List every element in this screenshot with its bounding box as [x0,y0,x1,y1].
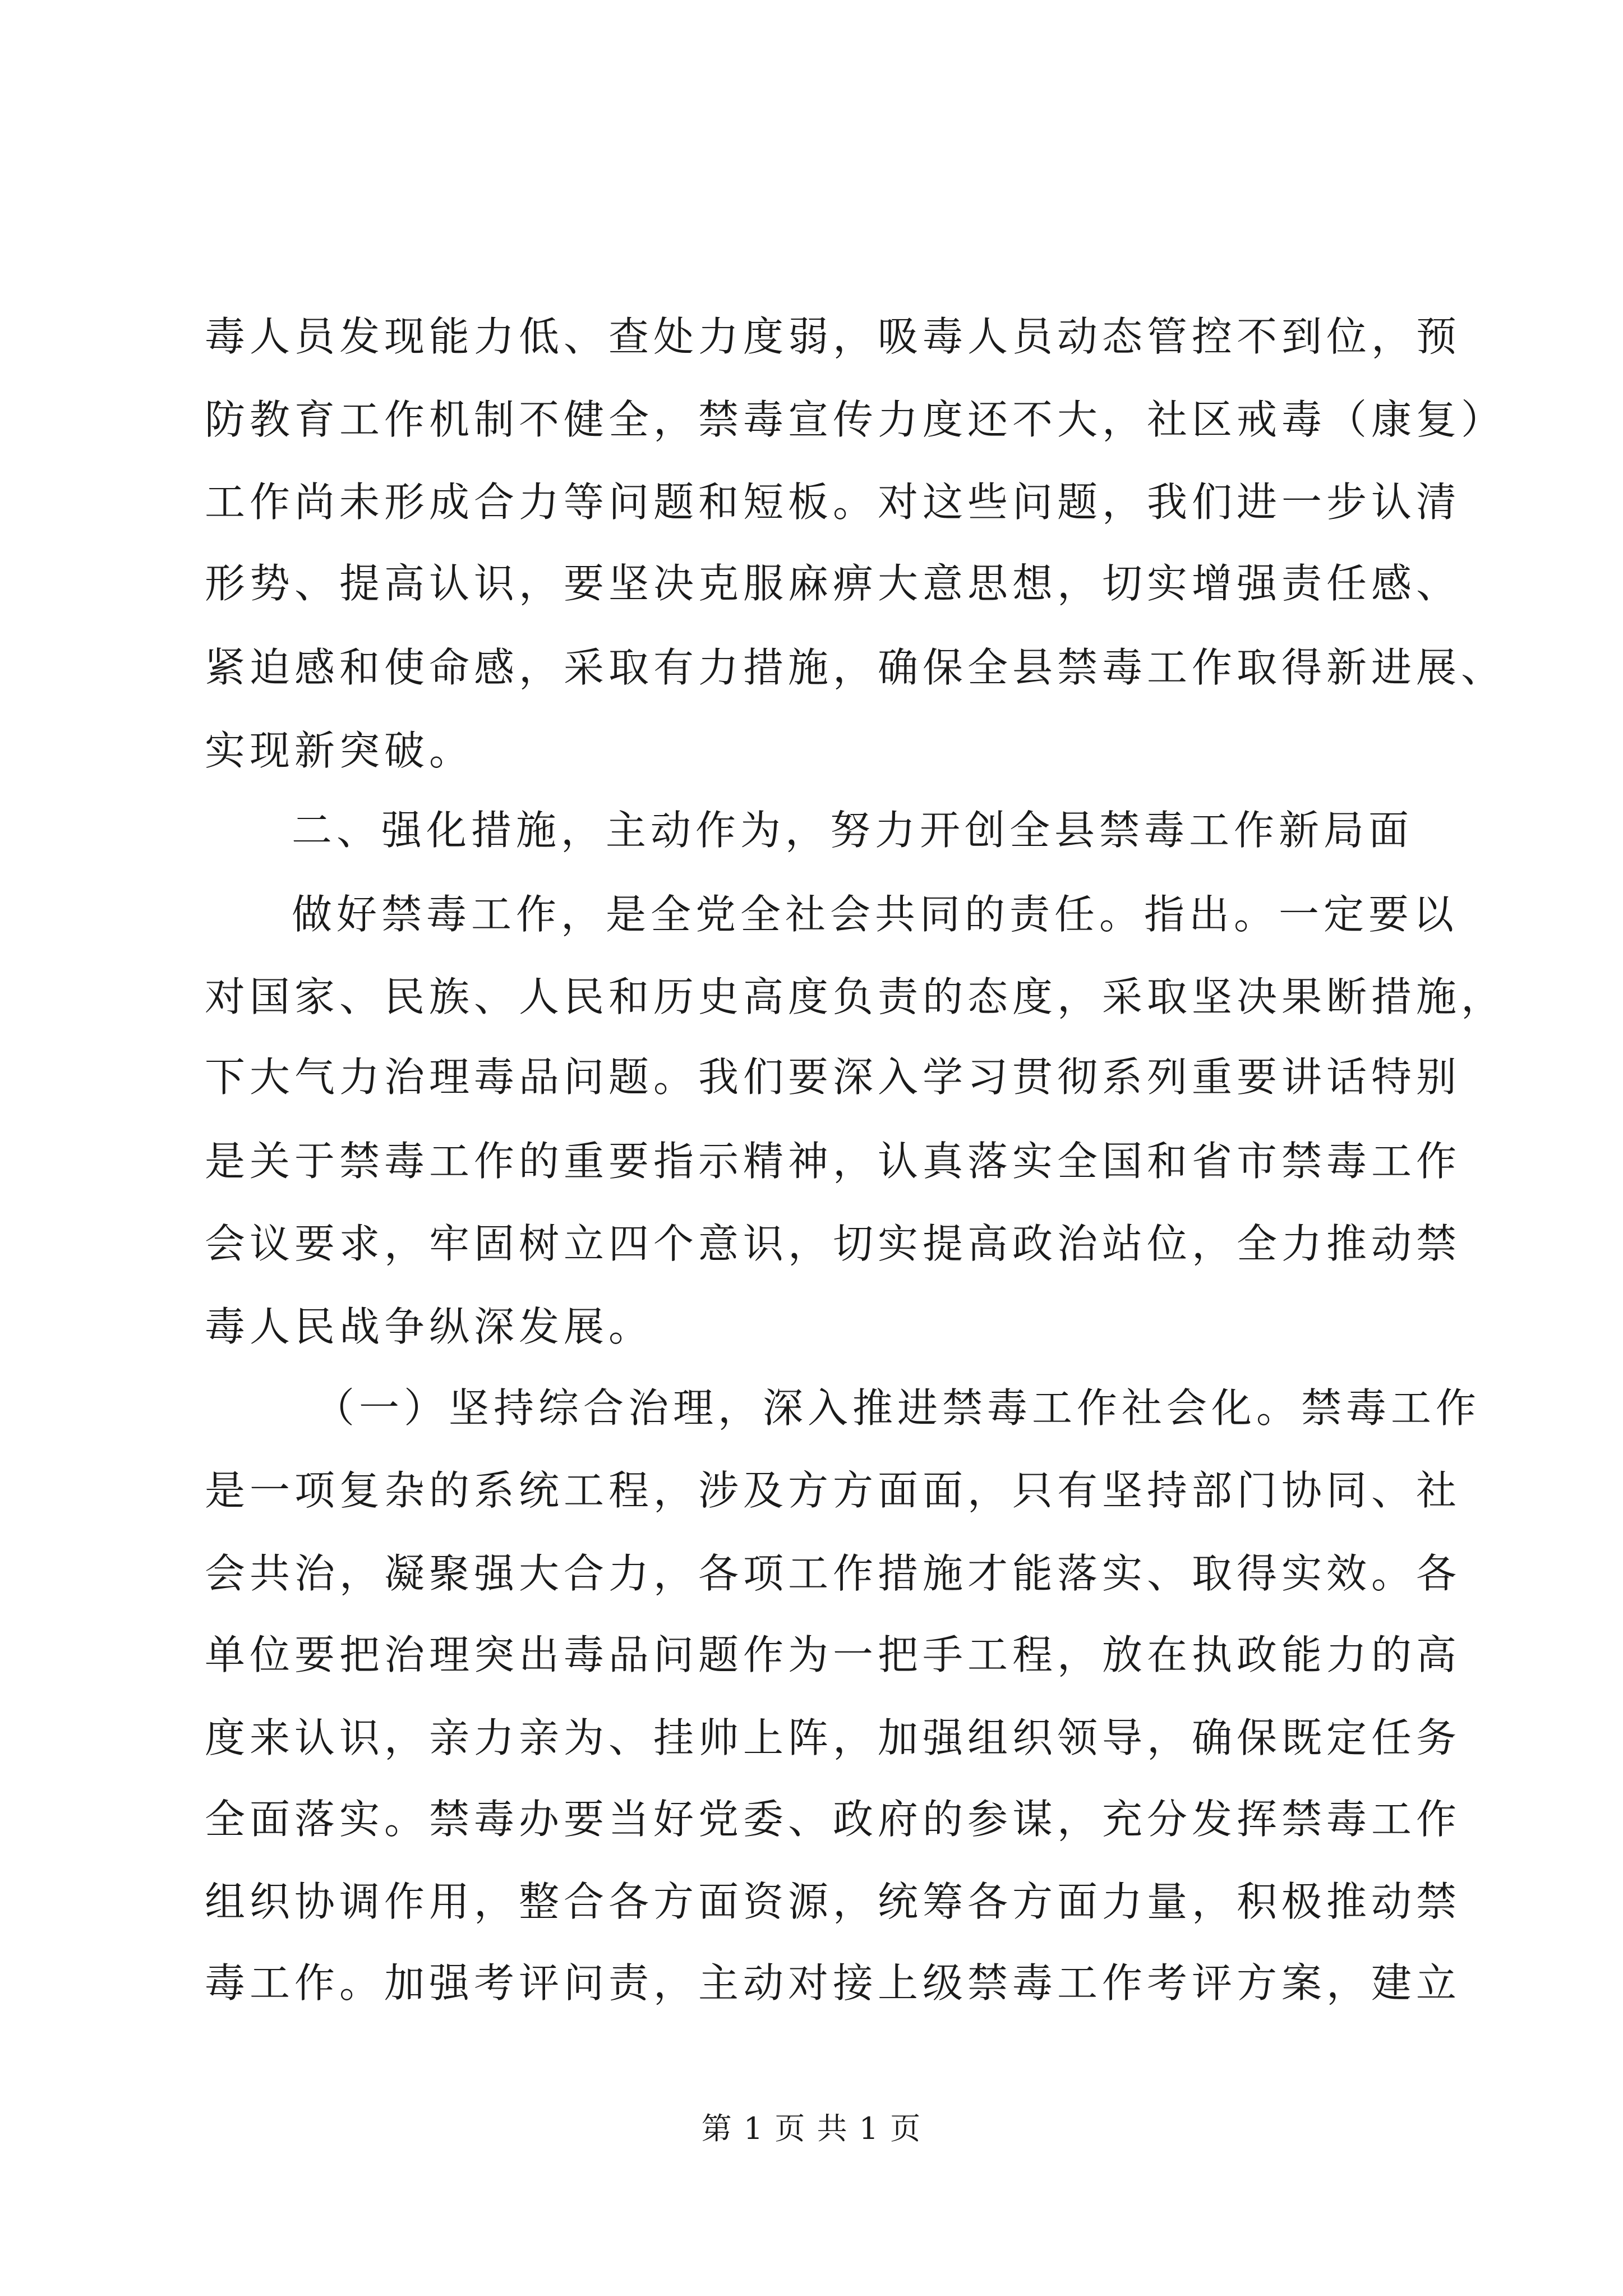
text-line: 会共治，凝聚强大合力，各项工作措施才能落实、取得实效。各 [205,1550,1461,1597]
text-line: 实现新突破。 [205,727,474,774]
text-line: 做好禁毒工作，是全党全社会共同的责任。指出。一定要以 [292,891,1459,938]
text-line: 形势、提高认识，要坚决克服麻痹大意思想，切实增强责任感、 [205,560,1461,607]
text-line: 毒工作。加强考评问责，主动对接上级禁毒工作考评方案，建立 [205,1959,1461,2007]
section-heading: 二、强化措施，主动作为，努力开创全县禁毒工作新局面 [292,807,1414,854]
text-line: 对国家、民族、人民和历史高度负责的态度，采取坚决果断措施， [205,973,1506,1020]
text-line: 防教育工作机制不健全，禁毒宣传力度还不大，社区戒毒（康复） [205,396,1506,443]
text-line: 组织协调作用，整合各方面资源，统筹各方面力量，积极推动禁 [205,1878,1461,1925]
text-line: 工作尚未形成合力等问题和短板。对这些问题，我们进一步认清 [205,478,1461,526]
text-line: 单位要把治理突出毒品问题作为一把手工程，放在执政能力的高 [205,1631,1461,1678]
text-line: 度来认识，亲力亲为、挂帅上阵，加强组织领导，确保既定任务 [205,1714,1461,1761]
text-line: （一）坚持综合治理，深入推进禁毒工作社会化。禁毒工作 [314,1384,1481,1432]
text-line: 是关于禁毒工作的重要指示精神，认真落实全国和省市禁毒工作 [205,1138,1461,1185]
text-line: 是一项复杂的系统工程，涉及方方面面，只有坚持部门协同、社 [205,1467,1461,1514]
page-number-footer: 第 1 页 共 1 页 [701,2111,922,2146]
text-line: 毒人员发现能力低、查处力度弱，吸毒人员动态管控不到位，预 [205,313,1461,360]
text-line: 毒人民战争纵深发展。 [205,1303,654,1350]
text-line: 紧迫感和使命感，采取有力措施，确保全县禁毒工作取得新进展、 [205,644,1506,691]
text-line: 会议要求，牢固树立四个意识，切实提高政治站位，全力推动禁 [205,1220,1461,1267]
text-line: 下大气力治理毒品问题。我们要深入学习贯彻系列重要讲话特别 [205,1053,1461,1101]
text-line: 全面落实。禁毒办要当好党委、政府的参谋，充分发挥禁毒工作 [205,1796,1461,1843]
